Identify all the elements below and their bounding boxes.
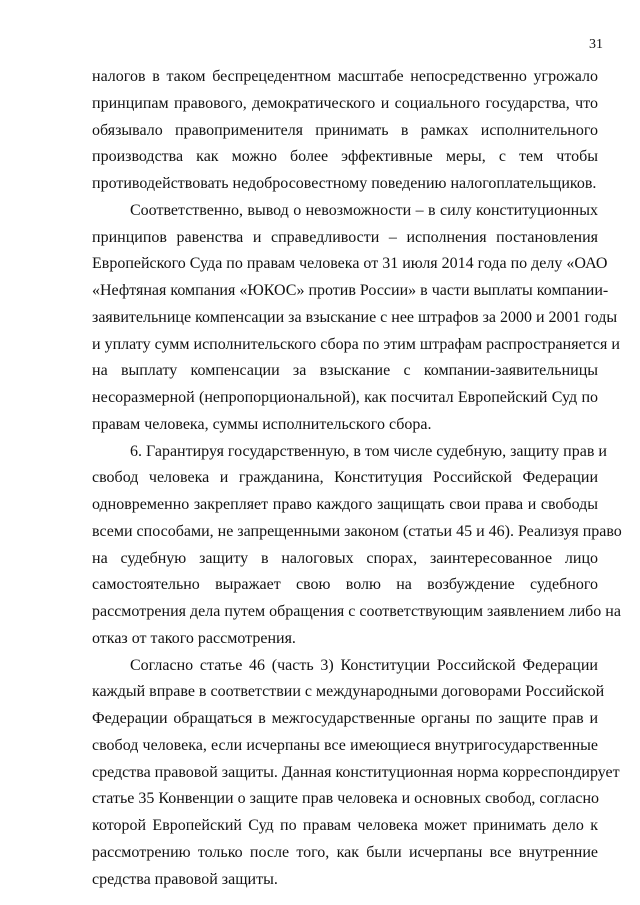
text-line: принципам правового, демократического и социального государства, что: [92, 94, 598, 112]
text-line: Европейского Суда по правам человека от 31 июля 2014 года по делу «ОАО: [92, 255, 608, 273]
text-line: рассмотрению только после того, как были исчерпаны все внутренние: [92, 843, 598, 861]
text-line: всеми способами, не запрещенными законом (статьи 45 и 46). Реализуя право: [92, 522, 622, 540]
text-line: «Нефтяная компания «ЮКОС» против России» в части выплаты компании-: [92, 282, 609, 299]
text-line: свобод человека и гражданина, Конституция Российской Федерации: [92, 469, 598, 487]
text-line: заявительнице компенсации за взыскание с нее штрафов за 2000 и 2001 годы: [92, 308, 618, 326]
text-line: противодействовать недобросовестному поведению налогоплательщиков.: [92, 175, 597, 192]
document-body: [92, 64, 622, 893]
text-line: самостоятельно выражает свою волю на возбуждение судебного: [92, 576, 598, 594]
text-line: статье 35 Конвенции о защите прав человека и основных свобод, согласно: [92, 790, 600, 808]
text-line: и уплату сумм исполнительского сбора по этим штрафам распространяется и: [92, 335, 620, 353]
paragraph: [92, 439, 622, 653]
text-line: Согласно статье 46 (часть 3) Конституции Российской Федерации: [130, 656, 598, 674]
text-line: отказ от такого рассмотрения.: [92, 629, 296, 647]
text-line: средства правовой защиты. Данная конституционная норма корреспондирует: [92, 763, 620, 781]
text-line: принципов равенства и справедливости – исполнения постановления: [92, 228, 598, 246]
text-line: свобод человека, если исчерпаны все имеющиеся внутригосударственные: [92, 736, 598, 754]
text-line: Соответственно, вывод о невозможности – в силу конституционных: [130, 201, 598, 219]
text-line: правам человека, суммы исполнительского сбора.: [92, 415, 432, 433]
text-line: производства как можно более эффективные меры, с тем чтобы: [92, 148, 598, 166]
text-line: рассмотрения дела путем обращения с соответствующим заявлением либо на: [92, 603, 621, 620]
paragraph: [92, 653, 620, 894]
text-line: Федерации обращаться в межгосударственные органы по защите прав и: [92, 710, 598, 727]
text-line: средства правовой защиты.: [92, 870, 278, 888]
page-number: 31: [589, 37, 603, 52]
text-line: каждый вправе в соответствии с международными договорами Российской: [92, 683, 605, 701]
text-line: которой Европейский Суд по правам человека может принимать дело к: [92, 817, 598, 834]
paragraph: [92, 64, 598, 198]
text-line: на выплату компенсации за взыскание с компании-заявительницы: [92, 362, 598, 380]
text-line: одновременно закрепляет право каждого защищать свои права и свободы: [92, 496, 598, 513]
text-line: налогов в таком беспрецедентном масштабе непосредственно угрожало: [92, 68, 598, 85]
text-line: 6. Гарантируя государственную, в том числе судебную, защиту прав и: [130, 442, 607, 460]
text-line: на судебную защиту в налоговых спорах, заинтересованное лицо: [92, 549, 598, 567]
text-line: несоразмерной (непропорциональной), как посчитал Европейский Суд по: [92, 389, 598, 406]
text-line: обязывало правоприменителя принимать в рамках исполнительного: [92, 121, 598, 139]
paragraph: [92, 198, 620, 439]
